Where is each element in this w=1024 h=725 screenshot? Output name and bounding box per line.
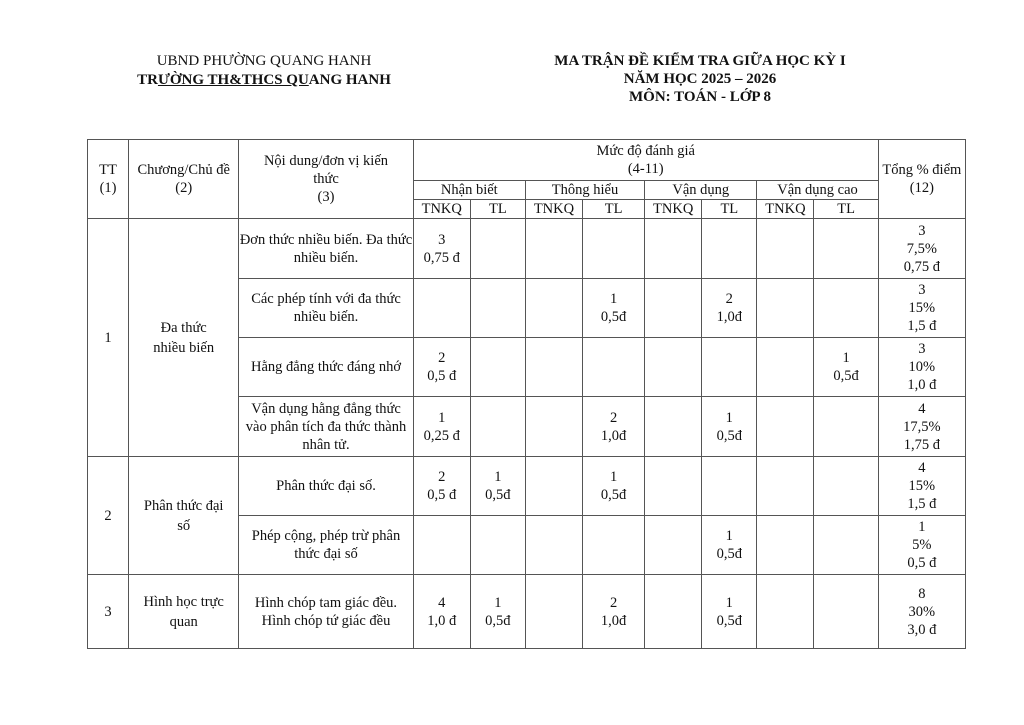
score: 0,5đ xyxy=(600,487,627,503)
col-content-label: Nội dung/đơn vị kiến thức xyxy=(263,153,389,187)
total-count: 3 xyxy=(918,222,926,239)
level-cell xyxy=(470,575,525,649)
question-count: 1 xyxy=(438,409,446,426)
level-cell xyxy=(413,516,470,575)
level-cell xyxy=(525,338,582,397)
level-cell xyxy=(413,219,470,279)
sub-header: TL xyxy=(470,200,525,219)
col-tt xyxy=(88,140,129,219)
question-count: 4 xyxy=(438,594,446,611)
level-header: Vận dụng cao xyxy=(757,181,878,200)
total-percent: 30% xyxy=(908,603,936,620)
total-score: 1,0 đ xyxy=(907,377,937,393)
level-cell xyxy=(470,219,525,279)
question-count: 2 xyxy=(725,291,733,307)
level-cell xyxy=(814,457,878,516)
col-tt-num: (1) xyxy=(99,180,117,196)
assessment-matrix xyxy=(87,139,966,649)
level-cell xyxy=(814,575,878,649)
level-cell xyxy=(583,457,645,516)
level-cell xyxy=(757,516,814,575)
level-cell xyxy=(702,279,757,338)
level-cell xyxy=(470,279,525,338)
score: 0,5 đ xyxy=(427,487,457,503)
level-cell xyxy=(470,338,525,397)
total-percent: 17,5% xyxy=(903,418,941,435)
content-unit: Đơn thức nhiều biến. Đa thức nhiều biến. xyxy=(239,219,413,279)
level-cell xyxy=(583,219,645,279)
question-count: 1 xyxy=(725,528,733,544)
level-cell xyxy=(645,457,702,516)
level-cell xyxy=(583,279,645,338)
sub-header: TNKQ xyxy=(645,200,702,219)
level-cell xyxy=(702,338,757,397)
sub-header: TNKQ xyxy=(757,200,814,219)
level-cell xyxy=(645,279,702,338)
level-cell xyxy=(814,516,878,575)
question-count: 1 xyxy=(725,409,733,426)
total-percent: 15% xyxy=(908,478,936,494)
score: 0,5đ xyxy=(716,427,742,444)
total-percent: 15% xyxy=(908,300,936,316)
chapter-name: Phân thức đại số xyxy=(129,457,239,575)
level-cell xyxy=(470,516,525,575)
col-chapter-num: (2) xyxy=(175,180,193,196)
score: 0,5 đ xyxy=(427,368,457,384)
total-count: 4 xyxy=(918,460,926,476)
content-unit: Hình chóp tam giác đều. Hình chóp tứ giác đều xyxy=(239,575,413,649)
level-cell xyxy=(470,397,525,457)
col-content-num: (3) xyxy=(317,189,335,205)
total-count: 1 xyxy=(918,519,926,535)
content-unit: Phân thức đại số. xyxy=(239,457,413,516)
level-cell xyxy=(583,575,645,649)
score: 0,5đ xyxy=(600,309,627,325)
score: 1,0 đ xyxy=(427,612,457,629)
title-line: MA TRẬN ĐỀ KIỂM TRA GIỮA HỌC KỲ I xyxy=(554,53,846,69)
chapter-number: 1 xyxy=(88,219,129,457)
level-header: Nhận biết xyxy=(413,181,525,200)
chapter-name: Đa thức nhiều biến xyxy=(129,219,239,457)
content-unit: Các phép tính với đa thức nhiều biến. xyxy=(239,279,413,338)
level-cell xyxy=(525,397,582,457)
school-name xyxy=(128,71,400,90)
total-count: 8 xyxy=(918,585,926,602)
col-content xyxy=(239,140,413,219)
question-count: 2 xyxy=(609,594,618,611)
col-chapter xyxy=(129,140,239,219)
question-count: 1 xyxy=(609,291,618,307)
chapter-number: 2 xyxy=(88,457,129,575)
document-title xyxy=(520,52,880,106)
score: 0,5đ xyxy=(485,487,511,503)
total-score: 1,5 đ xyxy=(907,318,937,334)
chapter-number: 3 xyxy=(88,575,129,649)
level-cell xyxy=(814,338,878,397)
level-cell xyxy=(702,516,757,575)
level-header: Vận dụng xyxy=(645,181,757,200)
school-name-underlined: ƯỜNG TH&THCS QU xyxy=(157,72,309,88)
level-cell xyxy=(525,457,582,516)
level-cell xyxy=(814,397,878,457)
level-cell xyxy=(470,457,525,516)
level-cell xyxy=(525,219,582,279)
total-score: 0,5 đ xyxy=(907,555,937,571)
score: 1,0đ xyxy=(716,309,742,325)
total-count: 3 xyxy=(918,341,926,357)
score: 1,0đ xyxy=(600,427,627,444)
col-tt-label: TT xyxy=(99,162,117,178)
total-cell xyxy=(878,457,965,516)
score: 0,5đ xyxy=(716,612,742,629)
question-count: 3 xyxy=(438,231,446,248)
total-count: 3 xyxy=(918,282,926,298)
level-cell xyxy=(645,575,702,649)
table-row xyxy=(88,219,966,279)
col-levels xyxy=(413,140,878,181)
level-cell xyxy=(702,397,757,457)
subject: MÔN: TOÁN - LỚP 8 xyxy=(629,89,771,105)
total-count: 4 xyxy=(918,400,926,417)
score: 0,5đ xyxy=(833,368,859,384)
total-percent: 5% xyxy=(912,537,932,553)
level-cell xyxy=(757,457,814,516)
question-count: 1 xyxy=(725,594,733,611)
school-name-part: ANG HANH xyxy=(308,72,391,88)
level-cell xyxy=(413,457,470,516)
question-count: 2 xyxy=(609,409,618,426)
total-score: 0,75 đ xyxy=(903,258,940,275)
question-count: 2 xyxy=(438,469,446,485)
sub-header: TL xyxy=(814,200,878,219)
level-cell xyxy=(757,338,814,397)
col-levels-label: Mức độ đánh giá xyxy=(596,143,695,159)
total-cell xyxy=(878,575,965,649)
score: 0,5đ xyxy=(485,612,511,629)
question-count: 1 xyxy=(494,469,502,485)
level-cell xyxy=(702,457,757,516)
question-count: 1 xyxy=(842,350,850,366)
content-unit: Vận dụng hằng đẳng thức vào phân tích đa thức thành nhân tử. xyxy=(239,397,413,457)
total-cell xyxy=(878,516,965,575)
question-count: 1 xyxy=(609,469,618,485)
content-unit: Phép cộng, phép trừ phân thức đại số xyxy=(239,516,413,575)
level-cell xyxy=(413,279,470,338)
col-chapter-label: Chương/Chủ đề xyxy=(137,162,230,178)
level-cell xyxy=(583,516,645,575)
total-score: 1,5 đ xyxy=(907,496,937,512)
level-cell xyxy=(645,219,702,279)
level-cell xyxy=(757,397,814,457)
score: 1,0đ xyxy=(600,612,627,629)
level-cell xyxy=(645,397,702,457)
total-percent: 7,5% xyxy=(906,240,937,257)
total-percent: 10% xyxy=(908,359,936,375)
total-score: 1,75 đ xyxy=(903,436,940,453)
level-cell xyxy=(757,279,814,338)
level-cell xyxy=(702,575,757,649)
question-count: 1 xyxy=(494,594,502,611)
level-cell xyxy=(525,279,582,338)
total-cell xyxy=(878,397,965,457)
total-cell xyxy=(878,219,965,279)
col-total xyxy=(878,140,965,219)
level-cell xyxy=(814,279,878,338)
total-cell xyxy=(878,279,965,338)
level-cell xyxy=(702,219,757,279)
sub-header: TNKQ xyxy=(413,200,470,219)
score: 0,5đ xyxy=(716,546,742,562)
level-cell xyxy=(583,338,645,397)
level-cell xyxy=(645,516,702,575)
sub-header: TNKQ xyxy=(525,200,582,219)
table-row xyxy=(88,457,966,516)
level-cell xyxy=(814,219,878,279)
total-score: 3,0 đ xyxy=(907,621,937,638)
level-cell xyxy=(413,575,470,649)
col-levels-num: (4-11) xyxy=(627,161,664,177)
content-unit: Hằng đẳng thức đáng nhớ xyxy=(239,338,413,397)
level-cell xyxy=(413,338,470,397)
level-cell xyxy=(525,575,582,649)
district-name: UBND PHƯỜNG QUANG HANH xyxy=(156,53,372,69)
level-cell xyxy=(757,219,814,279)
score: 0,25 đ xyxy=(423,427,460,444)
level-cell xyxy=(413,397,470,457)
col-total-label: Tổng % điểm xyxy=(882,162,962,178)
question-count: 2 xyxy=(438,350,446,366)
level-cell xyxy=(757,575,814,649)
level-cell xyxy=(525,516,582,575)
score: 0,75 đ xyxy=(423,249,460,266)
level-cell xyxy=(645,338,702,397)
school-name-part: TR xyxy=(137,72,158,88)
school-header xyxy=(128,52,400,90)
total-cell xyxy=(878,338,965,397)
col-total-num: (12) xyxy=(909,180,934,196)
level-cell xyxy=(583,397,645,457)
sub-header: TL xyxy=(702,200,757,219)
sub-header: TL xyxy=(583,200,645,219)
table-row xyxy=(88,575,966,649)
school-year: NĂM HỌC 2025 – 2026 xyxy=(623,71,777,87)
chapter-name: Hình học trực quan xyxy=(129,575,239,649)
level-header: Thông hiểu xyxy=(525,181,644,200)
